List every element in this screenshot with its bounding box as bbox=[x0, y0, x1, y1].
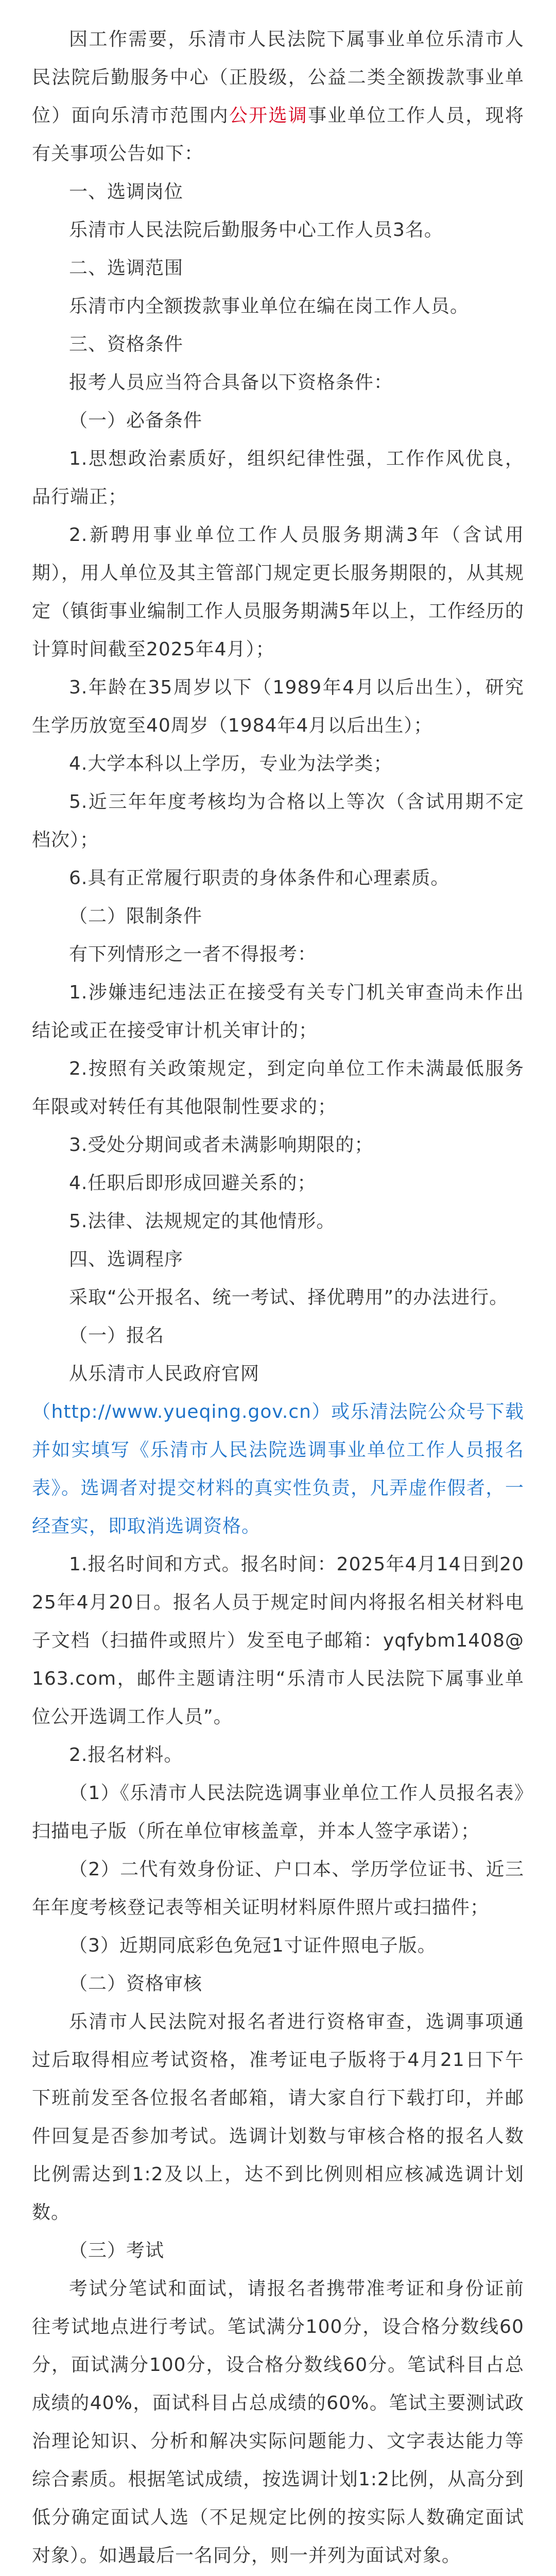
section-4-title: 四、选调程序 bbox=[69, 1249, 184, 1270]
limit-item: 1.涉嫌违纪违法正在接受有关专门机关审查尚未作出结论或正在接受审计机关审计的； bbox=[32, 982, 524, 1041]
requirement-item: 4.大学本科以上学历，专业为法学类； bbox=[69, 753, 393, 774]
requirement-item: 6.具有正常履行职责的身体条件和心理素质。 bbox=[69, 868, 450, 889]
subtitle-exam: （三）考试 bbox=[69, 2240, 165, 2261]
intro-highlight: 公开选调 bbox=[229, 105, 308, 126]
section-1-title: 一、选调岗位 bbox=[69, 181, 184, 202]
limits-intro: 有下列情形之一者不得报考： bbox=[69, 944, 317, 965]
section-1-body: 乐清市人民法院后勤服务中心工作人员3名。 bbox=[69, 219, 443, 241]
exam-body: 考试分笔试和面试，请报名者携带准考证和身份证前往考试地点进行考试。笔试满分100分，设合格分数线60分，面试满分100分，设合格分数线60分。笔试科目占总成绩的40%，面试科目占总成绩的60%。笔试主要测试政治理论知识、分析和解决实际问题能力、文字表达能力等综合素质。根据笔试成绩，按选调计划1:2比例，从高分到低分确定面试人选（不足规定比例的按实际人数确定面试对象）。如遇最后一名同分，则一并列为面试对象。 bbox=[32, 2278, 524, 2566]
requirement-item: 2.新聘用事业单位工作人员服务期满3年（含试用期），用人单位及其主管部门规定更长服务期限的，从其规定（镇街事业编制工作人员服务期满5年以上，工作经历的计算时间截至2025年4月）； bbox=[32, 524, 524, 660]
material-item: （3）近期同底彩色免冠1寸证件照电子版。 bbox=[69, 1935, 437, 1956]
subtitle-registration: （一）报名 bbox=[69, 1325, 165, 1346]
limit-item: 3.受处分期间或者未满影响期限的； bbox=[69, 1134, 374, 1156]
section-4-intro: 采取“公开报名、统一考试、择优聘用”的办法进行。 bbox=[69, 1287, 509, 1308]
limit-item: 5.法律、法规规定的其他情形。 bbox=[69, 1211, 336, 1232]
intro-text: 因工作需要，乐清市人民法院下属事业单位乐清市人民法院后勤服务中心（正股级，公益二类全额拨款事业单位）面向乐清市范围内 bbox=[32, 29, 524, 126]
section-2-title: 二、选调范围 bbox=[69, 258, 184, 279]
limit-item: 4.任职后即形成回避关系的； bbox=[69, 1173, 317, 1194]
section-3-subtitle-required: （一）必备条件 bbox=[69, 410, 203, 431]
review-body: 乐清市人民法院对报名者进行资格审查，选调事项通过后取得相应考试资格，准考证电子版将于4月21日下午下班前发至各位报名者邮箱，请大家自行下载打印，并邮件回复是否参加考试。选调计划数与审核合格的报名人数比例需达到1:2及以上，达不到比例则相应核减选调计划数。 bbox=[32, 2011, 524, 2223]
requirement-item: 1.思想政治素质好，组织纪律性强，工作作风优良，品行端正； bbox=[32, 448, 524, 507]
intro-paragraph bbox=[32, 21, 524, 173]
registration-time: 1.报名时间和方式。报名时间：2025年4月14日到2025年4月20日。报名人员于规定时间内将报名相关材料电子文档（扫描件或照片）发至电子邮箱：yqfybm1408@163.com，邮件主题请注明“乐清市人民法院下属事业单位公开选调工作人员”。 bbox=[32, 1554, 524, 1727]
section-3-title: 三、资格条件 bbox=[69, 334, 184, 355]
section-3-subtitle-limits: （二）限制条件 bbox=[69, 906, 203, 927]
registration-source: 从乐清市人民政府官网 bbox=[69, 1363, 260, 1384]
registration-materials-title: 2.报名材料。 bbox=[69, 1744, 183, 1766]
gov-website-link[interactable]: （http://www.yueqing.gov.cn）或乐清法院公众号下载并如实填写《乐清市人民法院选调事业单位工作人员报名表》。选调者对提交材料的真实性负责，凡弄虚作假者，一经查实，即取消选调资格。 bbox=[32, 1401, 524, 1537]
intro-tail: 事业单位工作人员，现将有关事项公告如下： bbox=[32, 105, 524, 164]
section-3-intro: 报考人员应当符合具备以下资格条件： bbox=[69, 372, 393, 393]
subtitle-review: （二）资格审核 bbox=[69, 1973, 203, 1994]
section-2-body: 乐清市内全额拨款事业单位在编在岗工作人员。 bbox=[69, 296, 470, 317]
material-item: （1）《乐清市人民法院选调事业单位工作人员报名表》扫描电子版（所在单位审核盖章，并本人签字承诺）； bbox=[32, 1783, 524, 1842]
material-item: （2）二代有效身份证、户口本、学历学位证书、近三年年度考核登记表等相关证明材料原件照片或扫描件； bbox=[32, 1859, 524, 1918]
requirement-item: 3.年龄在35周岁以下（1989年4月以后出生），研究生学历放宽至40周岁（1984年4月以后出生）； bbox=[32, 677, 524, 736]
limit-item: 2.按照有关政策规定，到定向单位工作未满最低服务年限或对转任有其他限制性要求的； bbox=[32, 1058, 524, 1117]
requirement-item: 5.近三年年度考核均为合格以上等次（含试用期不定档次）； bbox=[32, 791, 524, 851]
